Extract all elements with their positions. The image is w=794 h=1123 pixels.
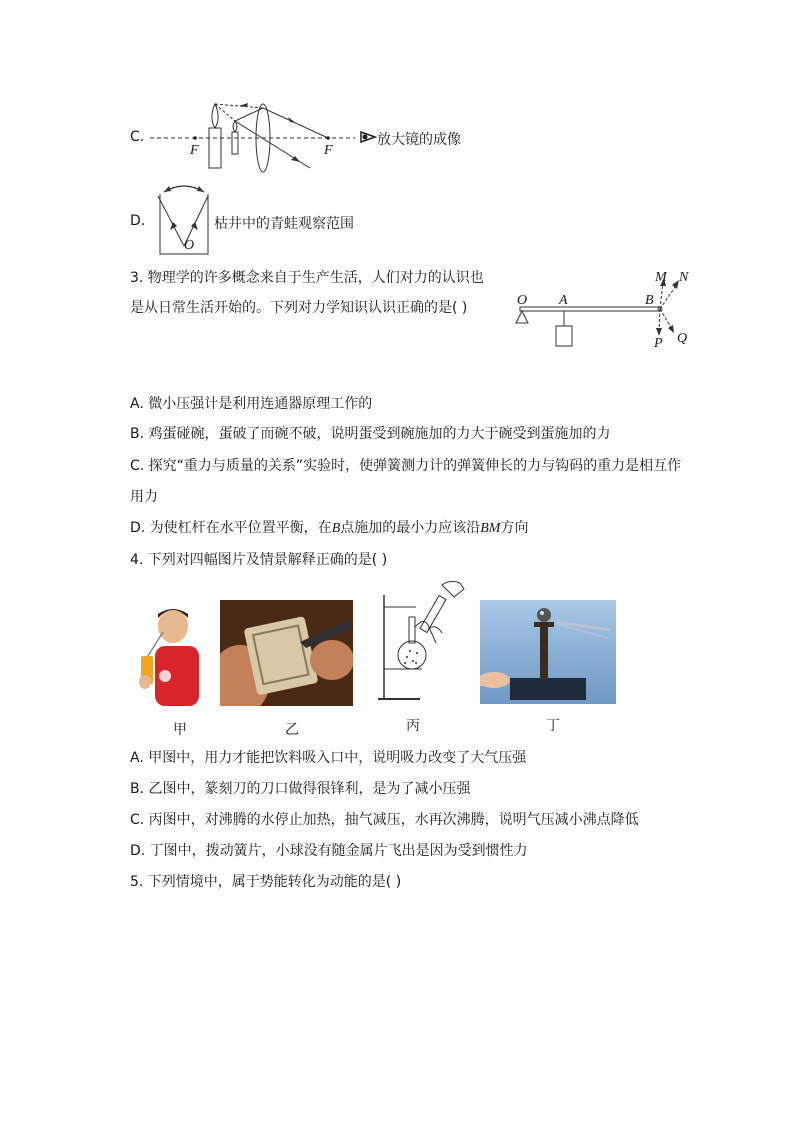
q2-option-c-caption: 放大镜的成像 bbox=[377, 132, 461, 148]
q3-option-d bbox=[130, 518, 528, 539]
q3-option-c-line1: C. 探究“重力与质量的关系”实验时，使弹簧测力计的弹簧伸长的力与钩码的重力是相互作 bbox=[130, 458, 682, 474]
magnifier-diagram bbox=[150, 98, 365, 176]
caption-jia: 甲 bbox=[173, 722, 187, 738]
q5-stem: 5. 下列情境中，属于势能转化为动能的是( ) bbox=[130, 874, 402, 890]
q3-stem-line1: 3. 物理学的许多概念来自于生产生活，人们对力的认识也 bbox=[130, 270, 484, 286]
q4-option-b: B. 乙图中，篆刻刀的刀口做得很锋利，是为了减小压强 bbox=[130, 781, 471, 797]
q4-stem: 4. 下列对四幅图片及情景解释正确的是( ) bbox=[130, 552, 388, 568]
lever-label-b: B bbox=[645, 293, 654, 308]
lever-label-p: P bbox=[654, 336, 663, 351]
q4-option-d: D. 丁图中，拨动簧片，小球没有随金属片飞出是因为受到惯性力 bbox=[130, 843, 528, 859]
photo-inertia-demo bbox=[480, 600, 616, 704]
well-diagram bbox=[150, 182, 215, 258]
q3-option-d-prefix: D. 为使杠杆在水平位置平衡，在 bbox=[130, 520, 332, 536]
lever-label-a: A bbox=[559, 293, 568, 308]
q2-option-d-caption: 枯井中的青蛙观察范围 bbox=[214, 216, 354, 232]
q2-option-d-label: D. bbox=[130, 213, 146, 229]
eye-icon bbox=[359, 129, 377, 145]
q3-stem-line2: 是从日常生活开始的。下列对力学知识认识正确的是( ) bbox=[130, 300, 468, 316]
focal-label-right: F bbox=[324, 143, 333, 158]
caption-yi: 乙 bbox=[285, 722, 299, 738]
lever-label-n: N bbox=[679, 270, 689, 285]
q3-option-d-mid: 点施加的最小力应该沿 bbox=[340, 520, 481, 536]
caption-ding: 丁 bbox=[546, 718, 560, 734]
well-point-o: O bbox=[184, 238, 195, 253]
boiling-flask-figure bbox=[376, 577, 472, 705]
q3-option-c-line2: 用力 bbox=[130, 489, 158, 505]
q3-option-d-point-b: B bbox=[331, 521, 341, 536]
q3-option-b: B. 鸡蛋碰碗，蛋破了而碗不破，说明蛋受到碗施加的力大于碗受到蛋施加的力 bbox=[130, 426, 611, 442]
q3-option-a: A. 微小压强计是利用连通器原理工作的 bbox=[130, 396, 373, 412]
q4-option-a: A. 甲图中，用力才能把饮料吸入口中，说明吸力改变了大气压强 bbox=[130, 750, 527, 766]
caption-bing: 丙 bbox=[406, 718, 420, 734]
lever-label-o: O bbox=[517, 293, 528, 308]
q4-option-c: C. 丙图中，对沸腾的水停止加热，抽气减压，水再次沸腾，说明气压减小沸点降低 bbox=[130, 812, 639, 828]
lever-label-q: Q bbox=[677, 331, 688, 346]
q3-option-d-bm: BM bbox=[480, 521, 501, 536]
lever-label-m: M bbox=[655, 270, 667, 285]
q3-option-d-suffix: 方向 bbox=[500, 520, 529, 536]
focal-label-left: F bbox=[190, 143, 199, 158]
photo-seal-carving bbox=[220, 600, 353, 706]
q2-option-c-label: C. bbox=[130, 129, 145, 145]
photo-boy-drinking bbox=[133, 600, 207, 706]
